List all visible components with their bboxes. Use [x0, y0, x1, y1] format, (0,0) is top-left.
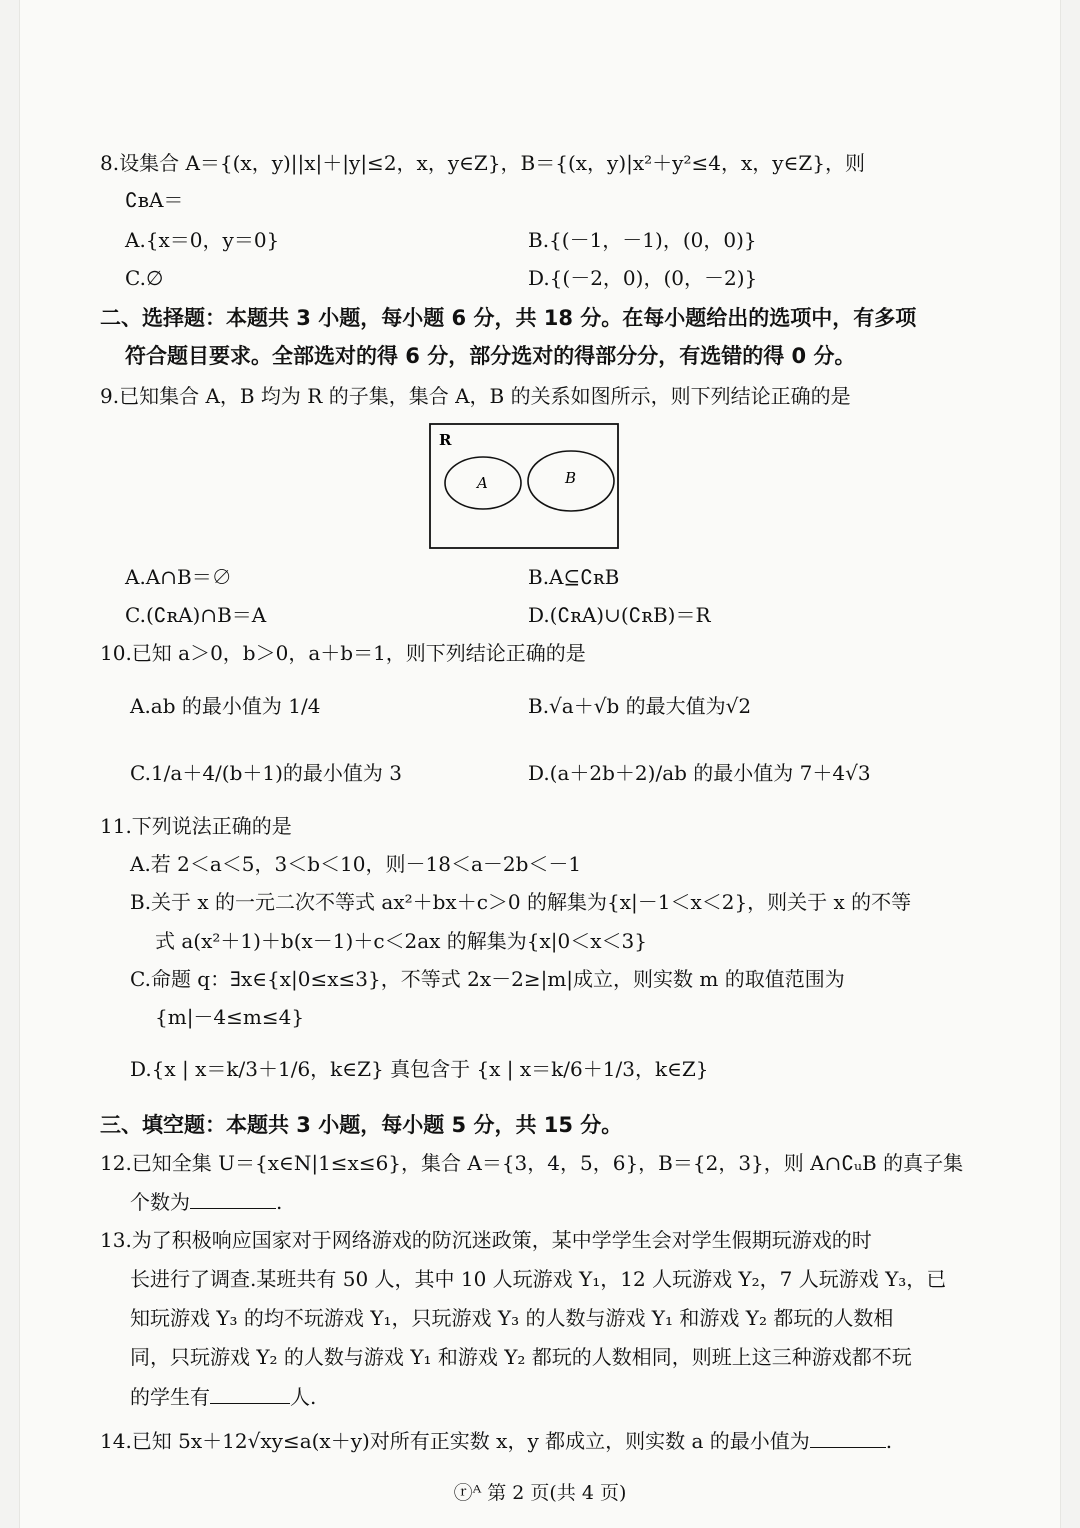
section3-heading: 三、填空题：本题共 3 小题，每小题 5 分，共 15 分。: [100, 1113, 623, 1137]
q10-option-b: B.√a＋√b 的最大值为√2: [528, 694, 752, 718]
page-footer: ⓡᴬ 第 2 页(共 4 页): [453, 1482, 627, 1504]
q12-line1: 12.已知全集 U＝{x∈N|1≤x≤6}，集合 A＝{3，4，5，6}，B＝{2，3}，则 A∩∁ᵤB 的真子集: [100, 1151, 964, 1175]
q11-option-d: D.{x | x＝k/3＋1/6，k∈Z} 真包含于 {x | x＝k/6＋1/3，k∈Z}: [130, 1057, 709, 1081]
q8-stem-line2: ∁ʙA＝: [125, 188, 184, 212]
q10-stem: 10.已知 a＞0，b＞0，a＋b＝1，则下列结论正确的是: [100, 641, 586, 665]
q9-option-c: C.(∁ʀA)∩B＝A: [125, 603, 267, 627]
q13-line2: 长进行了调查.某班共有 50 人，其中 10 人玩游戏 Y₁，12 人玩游戏 Y₂，7 人玩游戏 Y₃，已: [130, 1267, 947, 1291]
q13-line3: 知玩游戏 Y₃ 的均不玩游戏 Y₁，只玩游戏 Y₃ 的人数与游戏 Y₁ 和游戏 Y₂ 都玩的人数相: [130, 1306, 894, 1330]
section2-heading-line1: 二、选择题：本题共 3 小题，每小题 6 分，共 18 分。在每小题给出的选项中，有多项: [100, 306, 917, 330]
q13-line5-end: 人.: [290, 1385, 317, 1409]
q8-option-b: B.{(－1，－1)，(0，0)}: [528, 228, 757, 252]
q14-end: .: [885, 1429, 893, 1453]
q8-stem-line1: 8.设集合 A＝{(x，y)||x|＋|y|≤2，x，y∈Z}，B＝{(x，y)|x²＋y²≤4，x，y∈Z}，则: [100, 151, 865, 175]
venn-universe-box: [430, 424, 618, 548]
section2-heading-line2: 符合题目要求。全部选对的得 6 分，部分选对的得部分分，有选错的得 0 分。: [125, 344, 856, 368]
q9-option-b: B.A⊆∁ʀB: [528, 565, 620, 589]
exam-page: [20, 0, 1060, 1528]
q11-option-b-line1: B.关于 x 的一元二次不等式 ax²＋bx＋c＞0 的解集为{x|－1＜x＜2}，则关于 x 的不等: [130, 890, 912, 914]
q8-option-d: D.{(－2，0)，(0，－2)}: [528, 266, 758, 290]
q12-line2-text: 个数为: [130, 1190, 190, 1214]
q13-line1: 13.为了积极响应国家对于网络游戏的防沉迷政策，某中学学生会对学生假期玩游戏的时: [100, 1228, 872, 1252]
q8-option-a: A.{x＝0，y＝0}: [125, 228, 280, 252]
q11-option-c-line1: C.命题 q：∃x∈{x|0≤x≤3}，不等式 2x－2≥|m|成立，则实数 m 的取值范围为: [130, 967, 845, 991]
q11-option-a: A.若 2＜a＜5，3＜b＜10，则－18＜a－2b＜－1: [130, 852, 582, 876]
venn-universe-label: R: [439, 431, 452, 449]
q11-stem: 11.下列说法正确的是: [100, 814, 292, 838]
venn-set-a-label: A: [477, 474, 488, 492]
q9-stem: 9.已知集合 A，B 均为 R 的子集，集合 A，B 的关系如图所示，则下列结论正确的是: [100, 384, 851, 408]
q12-answer-blank[interactable]: [190, 1188, 276, 1209]
q12-line2: [130, 1188, 282, 1215]
q10-option-a: A.ab 的最小值为 1/4: [130, 694, 321, 718]
q11-option-c-line2: {m|－4≤m≤4}: [155, 1005, 305, 1029]
q10-option-d: D.(a＋2b＋2)/ab 的最小值为 7＋4√3: [528, 761, 871, 785]
q10-option-c: C.1/a＋4/(b＋1)的最小值为 3: [130, 761, 403, 785]
q14-answer-blank[interactable]: [810, 1427, 886, 1448]
q9-option-d: D.(∁ʀA)∪(∁ʀB)＝R: [528, 603, 711, 627]
q13-line4: 同，只玩游戏 Y₂ 的人数与游戏 Y₁ 和游戏 Y₂ 都玩的人数相同，则班上这三种游戏都不玩: [130, 1345, 912, 1369]
q14-line: [100, 1427, 892, 1454]
venn-diagram: [429, 423, 621, 551]
q9-option-a: A.A∩B＝∅: [125, 565, 232, 589]
q8-option-c: C.∅: [125, 266, 164, 290]
q14-text: 14.已知 5x＋12√xy≤a(x＋y)对所有正实数 x，y 都成立，则实数 a 的最小值为: [100, 1429, 810, 1453]
venn-set-b-label: B: [565, 469, 577, 487]
q13-answer-blank[interactable]: [210, 1383, 290, 1404]
q11-option-b-line2: 式 a(x²＋1)＋b(x－1)＋c＜2ax 的解集为{x|0＜x＜3}: [155, 929, 648, 953]
q13-line5-text: 的学生有: [130, 1385, 210, 1409]
q12-line2-end: .: [276, 1190, 283, 1214]
q13-line5: [130, 1383, 316, 1410]
